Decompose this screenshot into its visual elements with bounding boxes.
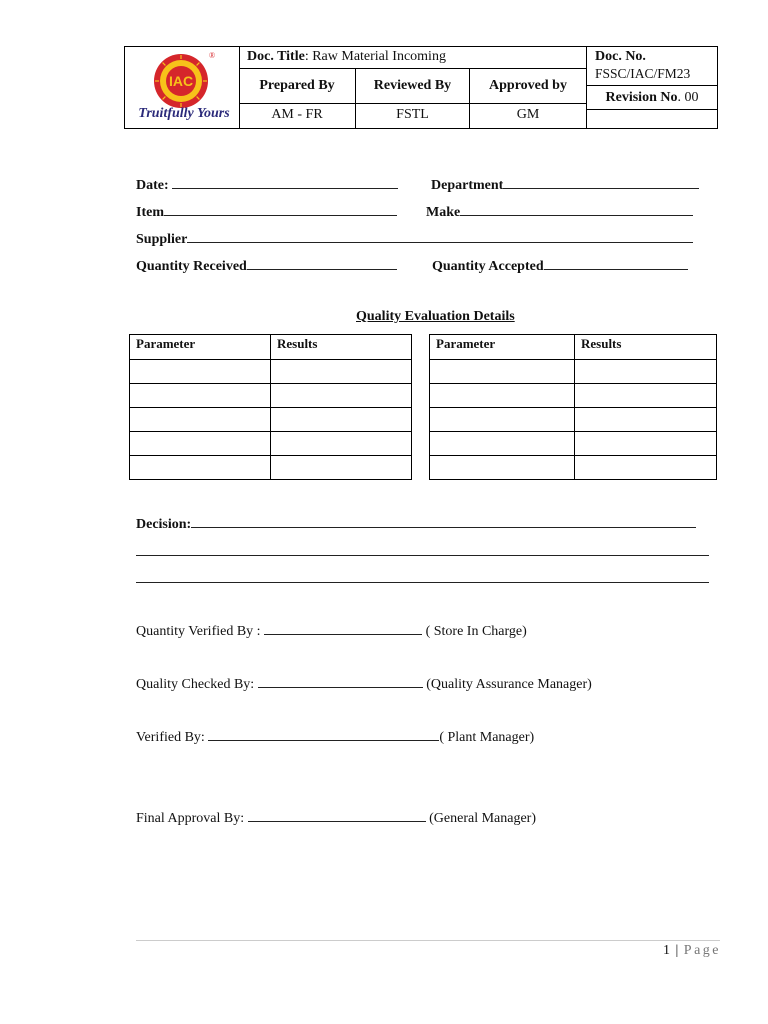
item-input-line[interactable]	[164, 203, 397, 216]
revision-label: Revision No	[605, 90, 678, 105]
doc-title-value: : Raw Material Incoming	[304, 49, 446, 64]
decision-line-3[interactable]	[136, 582, 709, 583]
item-field[interactable]	[136, 203, 397, 221]
supplier-field[interactable]	[136, 230, 693, 248]
approved-by-label: Approved by	[470, 69, 586, 104]
results-cell[interactable]	[575, 384, 717, 408]
parameter-cell[interactable]	[130, 432, 271, 456]
reviewed-by-cell	[356, 69, 470, 128]
results-cell[interactable]	[575, 408, 717, 432]
decision-line-2[interactable]	[136, 555, 709, 556]
results-cell[interactable]	[575, 456, 717, 480]
doc-no-label: Doc. No.	[595, 49, 646, 64]
make-input-line[interactable]	[460, 203, 693, 216]
doc-title-label: Doc. Title	[247, 49, 305, 64]
decision-label: Decision:	[136, 517, 192, 532]
quantity-accepted-label: Quantity Accepted	[432, 259, 544, 274]
quality-checked-label: Quality Checked By:	[136, 677, 255, 692]
date-input-line[interactable]	[172, 176, 398, 189]
column-header-results: Results	[271, 335, 412, 360]
column-header-parameter: Parameter	[130, 335, 271, 360]
table-row	[130, 432, 412, 456]
make-label: Make	[426, 205, 461, 220]
results-cell[interactable]	[271, 432, 412, 456]
iac-logo-emblem	[153, 53, 209, 109]
results-cell[interactable]	[271, 360, 412, 384]
decision-input-line[interactable]	[191, 515, 696, 528]
decision-field[interactable]	[136, 515, 696, 533]
results-cell[interactable]	[271, 384, 412, 408]
quality-checked-by-field[interactable]	[136, 675, 592, 693]
column-header-parameter: Parameter	[430, 335, 575, 360]
doc-title	[239, 47, 586, 69]
doc-no-value: FSSC/IAC/FM23	[595, 66, 691, 81]
parameter-cell[interactable]	[430, 456, 575, 480]
document-header	[124, 46, 718, 129]
quality-evaluation-title: Quality Evaluation Details	[356, 309, 515, 324]
parameter-cell[interactable]	[130, 456, 271, 480]
final-approval-signature-line[interactable]	[248, 809, 426, 822]
prepared-by-cell	[239, 69, 356, 128]
revision-value: . 00	[677, 90, 699, 105]
company-tagline: Truitfully Yours	[138, 106, 230, 121]
final-approval-role: (General Manager)	[429, 811, 537, 826]
table-row	[130, 360, 412, 384]
quantity-verified-signature-line[interactable]	[264, 622, 422, 635]
quality-checked-signature-line[interactable]	[258, 675, 423, 688]
parameter-cell[interactable]	[430, 384, 575, 408]
supplier-input-line[interactable]	[187, 230, 693, 243]
department-label: Department	[431, 178, 504, 193]
reviewed-by-value: FSTL	[396, 107, 429, 122]
table-row	[430, 384, 717, 408]
quantity-accepted-input-line[interactable]	[544, 257, 688, 270]
quantity-verified-label: Quantity Verified By :	[136, 624, 261, 639]
table-header-row	[430, 335, 717, 360]
page-label: Page	[683, 943, 721, 958]
evaluation-table-right	[429, 334, 717, 480]
date-label: Date:	[136, 178, 169, 193]
page-number-value: 1	[662, 943, 671, 958]
table-row	[430, 360, 717, 384]
quantity-received-field[interactable]	[136, 257, 397, 275]
parameter-cell[interactable]	[430, 432, 575, 456]
table-row	[430, 408, 717, 432]
table-row	[130, 408, 412, 432]
item-label: Item	[136, 205, 164, 220]
quantity-verified-by-field[interactable]	[136, 622, 527, 640]
table-row	[430, 456, 717, 480]
results-cell[interactable]	[271, 456, 412, 480]
footer-divider	[136, 940, 720, 941]
quantity-accepted-field[interactable]	[432, 257, 688, 275]
results-cell[interactable]	[575, 360, 717, 384]
doc-number-cell	[586, 47, 717, 128]
registered-mark-icon: ®	[209, 51, 216, 60]
department-input-line[interactable]	[503, 176, 699, 189]
table-row	[130, 456, 412, 480]
supplier-label: Supplier	[136, 232, 188, 247]
parameter-cell[interactable]	[130, 384, 271, 408]
quantity-verified-role: ( Store In Charge)	[425, 624, 527, 639]
approved-by-value: GM	[516, 107, 540, 122]
table-header-row	[130, 335, 412, 360]
parameter-cell[interactable]	[430, 360, 575, 384]
prepared-by-value: AM - FR	[271, 107, 323, 122]
quantity-received-input-line[interactable]	[247, 257, 397, 270]
verified-label: Verified By:	[136, 730, 205, 745]
final-approval-by-field[interactable]	[136, 809, 536, 827]
page-number	[663, 943, 721, 959]
parameter-cell[interactable]	[430, 408, 575, 432]
column-header-results: Results	[575, 335, 717, 360]
company-logo	[125, 47, 240, 128]
evaluation-table-left	[129, 334, 412, 480]
prepared-by-label: Prepared By	[239, 69, 355, 104]
parameter-cell[interactable]	[130, 408, 271, 432]
results-cell[interactable]	[575, 432, 717, 456]
quantity-received-label: Quantity Received	[136, 259, 247, 274]
verified-signature-line[interactable]	[208, 728, 439, 741]
make-field[interactable]	[426, 203, 693, 221]
parameter-cell[interactable]	[130, 360, 271, 384]
table-row	[130, 384, 412, 408]
final-approval-label: Final Approval By:	[136, 811, 245, 826]
page-separator: |	[675, 943, 680, 958]
quality-checked-role: (Quality Assurance Manager)	[426, 677, 592, 692]
revision-number	[587, 85, 717, 110]
table-row	[430, 432, 717, 456]
reviewed-by-label: Reviewed By	[356, 69, 469, 104]
approved-by-cell	[470, 69, 586, 128]
date-field[interactable]	[136, 176, 398, 194]
logo-text: IAC	[168, 73, 194, 89]
department-field[interactable]	[431, 176, 699, 194]
verified-role: ( Plant Manager)	[439, 730, 535, 745]
verified-by-field[interactable]	[136, 728, 534, 746]
results-cell[interactable]	[271, 408, 412, 432]
